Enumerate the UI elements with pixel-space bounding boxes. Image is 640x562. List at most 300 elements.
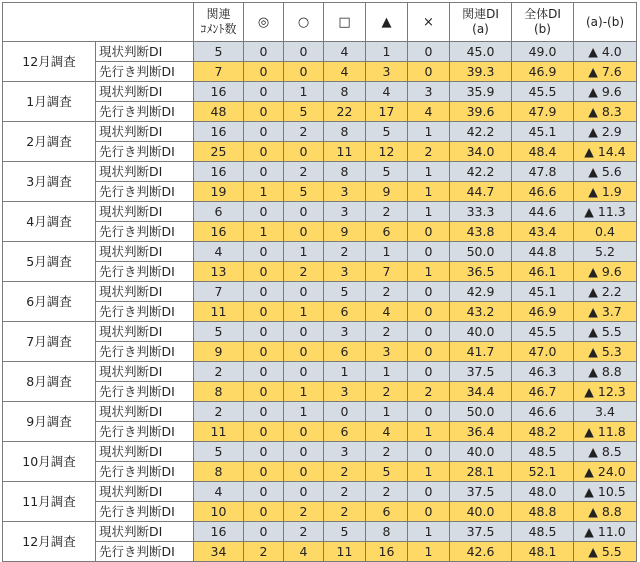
square-count: 3 bbox=[324, 182, 366, 202]
di-type-label: 先行き判断DI bbox=[96, 302, 194, 322]
square-count: 4 bbox=[324, 42, 366, 62]
double-circle-count: 0 bbox=[244, 62, 284, 82]
di-diff: ▲ 14.4 bbox=[574, 142, 637, 162]
outlook-di-row bbox=[3, 502, 637, 522]
double-circle-count: 0 bbox=[244, 42, 284, 62]
survey-month-label: 9月調査 bbox=[3, 402, 96, 442]
triangle-count: 4 bbox=[366, 82, 408, 102]
cross-count: 0 bbox=[408, 42, 450, 62]
di-type-label: 現状判断DI bbox=[96, 282, 194, 302]
cross-count: 0 bbox=[408, 362, 450, 382]
related-di: 44.7 bbox=[450, 182, 512, 202]
triangle-count: 3 bbox=[366, 62, 408, 82]
current-di-row bbox=[3, 282, 637, 302]
circle-count: 0 bbox=[284, 462, 324, 482]
double-circle-count: 0 bbox=[244, 462, 284, 482]
overall-di: 48.2 bbox=[512, 422, 574, 442]
square-count: 2 bbox=[324, 502, 366, 522]
outlook-di-row bbox=[3, 382, 637, 402]
di-diff: ▲ 9.6 bbox=[574, 82, 637, 102]
double-circle-count: 2 bbox=[244, 542, 284, 562]
di-diff: ▲ 24.0 bbox=[574, 462, 637, 482]
related-di: 42.2 bbox=[450, 162, 512, 182]
cross-count: 3 bbox=[408, 82, 450, 102]
overall-di: 46.6 bbox=[512, 182, 574, 202]
circle-count: 0 bbox=[284, 362, 324, 382]
di-type-label: 先行き判断DI bbox=[96, 102, 194, 122]
survey-month-label: 12月調査 bbox=[3, 522, 96, 562]
di-diff: ▲ 7.6 bbox=[574, 62, 637, 82]
overall-di: 52.1 bbox=[512, 462, 574, 482]
di-type-label: 現状判断DI bbox=[96, 322, 194, 342]
circle-count: 1 bbox=[284, 302, 324, 322]
related-di: 34.0 bbox=[450, 142, 512, 162]
di-diff: ▲ 9.6 bbox=[574, 262, 637, 282]
double-circle-count: 0 bbox=[244, 422, 284, 442]
triangle-count: 4 bbox=[366, 302, 408, 322]
related-di: 50.0 bbox=[450, 242, 512, 262]
header-related-di: 関連DI (a) bbox=[450, 3, 512, 42]
header-row bbox=[3, 3, 637, 42]
comment-count: 8 bbox=[194, 462, 244, 482]
overall-di: 48.1 bbox=[512, 542, 574, 562]
di-diff: ▲ 5.5 bbox=[574, 322, 637, 342]
related-di: 33.3 bbox=[450, 202, 512, 222]
comment-count: 16 bbox=[194, 122, 244, 142]
triangle-count: 2 bbox=[366, 482, 408, 502]
square-count: 6 bbox=[324, 342, 366, 362]
cross-count: 0 bbox=[408, 282, 450, 302]
comment-count: 16 bbox=[194, 82, 244, 102]
di-diff: ▲ 5.6 bbox=[574, 162, 637, 182]
survey-month-label: 8月調査 bbox=[3, 362, 96, 402]
di-type-label: 先行き判断DI bbox=[96, 262, 194, 282]
related-di: 35.9 bbox=[450, 82, 512, 102]
current-di-row bbox=[3, 442, 637, 462]
cross-count: 1 bbox=[408, 262, 450, 282]
double-circle-count: 0 bbox=[244, 302, 284, 322]
circle-count: 0 bbox=[284, 62, 324, 82]
double-circle-count: 0 bbox=[244, 262, 284, 282]
di-type-label: 現状判断DI bbox=[96, 402, 194, 422]
comment-count: 5 bbox=[194, 322, 244, 342]
overall-di: 47.9 bbox=[512, 102, 574, 122]
survey-month-label: 6月調査 bbox=[3, 282, 96, 322]
di-diff: ▲ 8.8 bbox=[574, 362, 637, 382]
cross-count: 0 bbox=[408, 62, 450, 82]
di-type-label: 先行き判断DI bbox=[96, 182, 194, 202]
di-type-label: 現状判断DI bbox=[96, 522, 194, 542]
cross-count: 0 bbox=[408, 242, 450, 262]
related-di: 39.3 bbox=[450, 62, 512, 82]
square-count: 22 bbox=[324, 102, 366, 122]
overall-di: 45.5 bbox=[512, 322, 574, 342]
current-di-row bbox=[3, 522, 637, 542]
triangle-count: 2 bbox=[366, 202, 408, 222]
comment-count: 25 bbox=[194, 142, 244, 162]
comment-count: 48 bbox=[194, 102, 244, 122]
current-di-row bbox=[3, 482, 637, 502]
comment-count: 7 bbox=[194, 62, 244, 82]
overall-di: 46.6 bbox=[512, 402, 574, 422]
outlook-di-row bbox=[3, 462, 637, 482]
related-di: 36.4 bbox=[450, 422, 512, 442]
header-double-circle: ◎ bbox=[244, 3, 284, 42]
circle-count: 2 bbox=[284, 262, 324, 282]
overall-di: 46.7 bbox=[512, 382, 574, 402]
di-type-label: 先行き判断DI bbox=[96, 142, 194, 162]
di-comparison-table bbox=[2, 2, 637, 562]
di-diff: ▲ 2.2 bbox=[574, 282, 637, 302]
overall-di: 46.9 bbox=[512, 62, 574, 82]
di-type-label: 先行き判断DI bbox=[96, 542, 194, 562]
outlook-di-row bbox=[3, 302, 637, 322]
di-type-label: 先行き判断DI bbox=[96, 222, 194, 242]
survey-month-label: 11月調査 bbox=[3, 482, 96, 522]
triangle-count: 6 bbox=[366, 502, 408, 522]
di-diff: 5.2 bbox=[574, 242, 637, 262]
cross-count: 1 bbox=[408, 462, 450, 482]
square-count: 3 bbox=[324, 382, 366, 402]
square-count: 3 bbox=[324, 202, 366, 222]
related-di: 42.6 bbox=[450, 542, 512, 562]
triangle-count: 1 bbox=[366, 362, 408, 382]
circle-count: 4 bbox=[284, 542, 324, 562]
di-type-label: 現状判断DI bbox=[96, 82, 194, 102]
di-type-label: 先行き判断DI bbox=[96, 382, 194, 402]
comment-count: 4 bbox=[194, 482, 244, 502]
current-di-row bbox=[3, 162, 637, 182]
survey-month-label: 2月調査 bbox=[3, 122, 96, 162]
comment-count: 10 bbox=[194, 502, 244, 522]
outlook-di-row bbox=[3, 422, 637, 442]
circle-count: 0 bbox=[284, 422, 324, 442]
outlook-di-row bbox=[3, 222, 637, 242]
cross-count: 1 bbox=[408, 162, 450, 182]
di-diff: ▲ 5.5 bbox=[574, 542, 637, 562]
square-count: 0 bbox=[324, 402, 366, 422]
triangle-count: 7 bbox=[366, 262, 408, 282]
comment-count: 16 bbox=[194, 522, 244, 542]
circle-count: 0 bbox=[284, 282, 324, 302]
comment-count: 16 bbox=[194, 162, 244, 182]
di-type-label: 現状判断DI bbox=[96, 442, 194, 462]
outlook-di-row bbox=[3, 102, 637, 122]
cross-count: 1 bbox=[408, 422, 450, 442]
outlook-di-row bbox=[3, 142, 637, 162]
related-di: 50.0 bbox=[450, 402, 512, 422]
di-type-label: 現状判断DI bbox=[96, 162, 194, 182]
square-count: 8 bbox=[324, 162, 366, 182]
cross-count: 2 bbox=[408, 382, 450, 402]
header-diff: (a)-(b) bbox=[574, 3, 637, 42]
di-type-label: 先行き判断DI bbox=[96, 462, 194, 482]
di-diff: ▲ 4.0 bbox=[574, 42, 637, 62]
square-count: 11 bbox=[324, 142, 366, 162]
comment-count: 7 bbox=[194, 282, 244, 302]
triangle-count: 2 bbox=[366, 442, 408, 462]
overall-di: 45.5 bbox=[512, 82, 574, 102]
circle-count: 0 bbox=[284, 442, 324, 462]
header-triangle: ▲ bbox=[366, 3, 408, 42]
cross-count: 0 bbox=[408, 502, 450, 522]
comment-count: 2 bbox=[194, 402, 244, 422]
overall-di: 47.0 bbox=[512, 342, 574, 362]
square-count: 4 bbox=[324, 62, 366, 82]
comment-count: 6 bbox=[194, 202, 244, 222]
circle-count: 2 bbox=[284, 502, 324, 522]
header-comment-count: 関連 ｺﾒﾝﾄ数 bbox=[194, 3, 244, 42]
cross-count: 1 bbox=[408, 522, 450, 542]
square-count: 3 bbox=[324, 262, 366, 282]
overall-di: 44.8 bbox=[512, 242, 574, 262]
square-count: 2 bbox=[324, 482, 366, 502]
circle-count: 5 bbox=[284, 182, 324, 202]
survey-month-label: 7月調査 bbox=[3, 322, 96, 362]
current-di-row bbox=[3, 402, 637, 422]
related-di: 40.0 bbox=[450, 442, 512, 462]
triangle-count: 1 bbox=[366, 402, 408, 422]
cross-count: 2 bbox=[408, 142, 450, 162]
di-type-label: 現状判断DI bbox=[96, 242, 194, 262]
square-count: 1 bbox=[324, 362, 366, 382]
square-count: 11 bbox=[324, 542, 366, 562]
cross-count: 1 bbox=[408, 542, 450, 562]
triangle-count: 2 bbox=[366, 382, 408, 402]
comment-count: 5 bbox=[194, 442, 244, 462]
circle-count: 2 bbox=[284, 522, 324, 542]
cross-count: 0 bbox=[408, 342, 450, 362]
di-type-label: 現状判断DI bbox=[96, 362, 194, 382]
di-diff: ▲ 11.0 bbox=[574, 522, 637, 542]
circle-count: 0 bbox=[284, 142, 324, 162]
table-body bbox=[3, 42, 637, 562]
triangle-count: 17 bbox=[366, 102, 408, 122]
triangle-count: 12 bbox=[366, 142, 408, 162]
outlook-di-row bbox=[3, 262, 637, 282]
overall-di: 46.9 bbox=[512, 302, 574, 322]
double-circle-count: 0 bbox=[244, 122, 284, 142]
triangle-count: 8 bbox=[366, 522, 408, 542]
current-di-row bbox=[3, 322, 637, 342]
di-type-label: 先行き判断DI bbox=[96, 422, 194, 442]
cross-count: 0 bbox=[408, 402, 450, 422]
cross-count: 0 bbox=[408, 442, 450, 462]
di-diff: ▲ 5.3 bbox=[574, 342, 637, 362]
triangle-count: 2 bbox=[366, 282, 408, 302]
related-di: 39.6 bbox=[450, 102, 512, 122]
cross-count: 1 bbox=[408, 202, 450, 222]
double-circle-count: 0 bbox=[244, 322, 284, 342]
triangle-count: 3 bbox=[366, 342, 408, 362]
circle-count: 1 bbox=[284, 82, 324, 102]
current-di-row bbox=[3, 202, 637, 222]
header-cross: × bbox=[408, 3, 450, 42]
overall-di: 46.3 bbox=[512, 362, 574, 382]
circle-count: 2 bbox=[284, 122, 324, 142]
di-diff: ▲ 11.3 bbox=[574, 202, 637, 222]
double-circle-count: 0 bbox=[244, 482, 284, 502]
comment-count: 13 bbox=[194, 262, 244, 282]
triangle-count: 2 bbox=[366, 322, 408, 342]
di-type-label: 先行き判断DI bbox=[96, 502, 194, 522]
overall-di: 43.4 bbox=[512, 222, 574, 242]
square-count: 3 bbox=[324, 442, 366, 462]
cross-count: 1 bbox=[408, 182, 450, 202]
header-circle: ○ bbox=[284, 3, 324, 42]
comment-count: 34 bbox=[194, 542, 244, 562]
double-circle-count: 0 bbox=[244, 282, 284, 302]
header-overall-di: 全体DI (b) bbox=[512, 3, 574, 42]
double-circle-count: 0 bbox=[244, 362, 284, 382]
double-circle-count: 0 bbox=[244, 242, 284, 262]
di-type-label: 現状判断DI bbox=[96, 122, 194, 142]
comment-count: 11 bbox=[194, 302, 244, 322]
outlook-di-row bbox=[3, 182, 637, 202]
square-count: 6 bbox=[324, 302, 366, 322]
comment-count: 19 bbox=[194, 182, 244, 202]
di-diff: ▲ 8.8 bbox=[574, 502, 637, 522]
overall-di: 45.1 bbox=[512, 122, 574, 142]
survey-month-label: 5月調査 bbox=[3, 242, 96, 282]
comment-count: 4 bbox=[194, 242, 244, 262]
di-diff: ▲ 8.3 bbox=[574, 102, 637, 122]
survey-month-label: 12月調査 bbox=[3, 42, 96, 82]
di-diff: 0.4 bbox=[574, 222, 637, 242]
cross-count: 0 bbox=[408, 322, 450, 342]
circle-count: 0 bbox=[284, 482, 324, 502]
cross-count: 1 bbox=[408, 122, 450, 142]
di-diff: ▲ 2.9 bbox=[574, 122, 637, 142]
square-count: 3 bbox=[324, 322, 366, 342]
circle-count: 0 bbox=[284, 202, 324, 222]
double-circle-count: 0 bbox=[244, 442, 284, 462]
double-circle-count: 0 bbox=[244, 82, 284, 102]
related-di: 41.7 bbox=[450, 342, 512, 362]
double-circle-count: 0 bbox=[244, 402, 284, 422]
triangle-count: 5 bbox=[366, 122, 408, 142]
circle-count: 0 bbox=[284, 342, 324, 362]
circle-count: 1 bbox=[284, 242, 324, 262]
di-type-label: 先行き判断DI bbox=[96, 342, 194, 362]
survey-month-label: 4月調査 bbox=[3, 202, 96, 242]
double-circle-count: 0 bbox=[244, 522, 284, 542]
di-diff: ▲ 1.9 bbox=[574, 182, 637, 202]
current-di-row bbox=[3, 42, 637, 62]
di-diff: ▲ 10.5 bbox=[574, 482, 637, 502]
di-diff: ▲ 11.8 bbox=[574, 422, 637, 442]
double-circle-count: 0 bbox=[244, 502, 284, 522]
triangle-count: 5 bbox=[366, 462, 408, 482]
di-diff: 3.4 bbox=[574, 402, 637, 422]
current-di-row bbox=[3, 82, 637, 102]
square-count: 2 bbox=[324, 462, 366, 482]
di-type-label: 現状判断DI bbox=[96, 42, 194, 62]
square-count: 5 bbox=[324, 282, 366, 302]
square-count: 9 bbox=[324, 222, 366, 242]
square-count: 8 bbox=[324, 122, 366, 142]
related-di: 45.0 bbox=[450, 42, 512, 62]
double-circle-count: 1 bbox=[244, 222, 284, 242]
overall-di: 48.0 bbox=[512, 482, 574, 502]
triangle-count: 9 bbox=[366, 182, 408, 202]
comment-count: 5 bbox=[194, 42, 244, 62]
circle-count: 1 bbox=[284, 402, 324, 422]
circle-count: 1 bbox=[284, 382, 324, 402]
circle-count: 0 bbox=[284, 322, 324, 342]
outlook-di-row bbox=[3, 62, 637, 82]
circle-count: 5 bbox=[284, 102, 324, 122]
di-diff: ▲ 3.7 bbox=[574, 302, 637, 322]
related-di: 42.2 bbox=[450, 122, 512, 142]
overall-di: 48.5 bbox=[512, 442, 574, 462]
comment-count: 2 bbox=[194, 362, 244, 382]
outlook-di-row bbox=[3, 542, 637, 562]
square-count: 5 bbox=[324, 522, 366, 542]
comment-count: 11 bbox=[194, 422, 244, 442]
triangle-count: 16 bbox=[366, 542, 408, 562]
di-type-label: 現状判断DI bbox=[96, 202, 194, 222]
triangle-count: 4 bbox=[366, 422, 408, 442]
related-di: 34.4 bbox=[450, 382, 512, 402]
comment-count: 9 bbox=[194, 342, 244, 362]
cross-count: 4 bbox=[408, 102, 450, 122]
triangle-count: 6 bbox=[366, 222, 408, 242]
double-circle-count: 0 bbox=[244, 102, 284, 122]
header-square: □ bbox=[324, 3, 366, 42]
square-count: 8 bbox=[324, 82, 366, 102]
cross-count: 0 bbox=[408, 222, 450, 242]
overall-di: 48.5 bbox=[512, 522, 574, 542]
double-circle-count: 0 bbox=[244, 162, 284, 182]
cross-count: 0 bbox=[408, 302, 450, 322]
di-diff: ▲ 8.5 bbox=[574, 442, 637, 462]
comment-count: 8 bbox=[194, 382, 244, 402]
related-di: 43.2 bbox=[450, 302, 512, 322]
double-circle-count: 1 bbox=[244, 182, 284, 202]
related-di: 37.5 bbox=[450, 362, 512, 382]
di-type-label: 現状判断DI bbox=[96, 482, 194, 502]
overall-di: 48.8 bbox=[512, 502, 574, 522]
double-circle-count: 0 bbox=[244, 342, 284, 362]
di-type-label: 先行き判断DI bbox=[96, 62, 194, 82]
survey-month-label: 1月調査 bbox=[3, 82, 96, 122]
circle-count: 0 bbox=[284, 42, 324, 62]
related-di: 37.5 bbox=[450, 482, 512, 502]
overall-di: 44.6 bbox=[512, 202, 574, 222]
header-blank bbox=[3, 3, 194, 42]
circle-count: 2 bbox=[284, 162, 324, 182]
overall-di: 47.8 bbox=[512, 162, 574, 182]
circle-count: 0 bbox=[284, 222, 324, 242]
related-di: 42.9 bbox=[450, 282, 512, 302]
di-diff: ▲ 12.3 bbox=[574, 382, 637, 402]
overall-di: 49.0 bbox=[512, 42, 574, 62]
related-di: 37.5 bbox=[450, 522, 512, 542]
square-count: 2 bbox=[324, 242, 366, 262]
double-circle-count: 0 bbox=[244, 382, 284, 402]
overall-di: 48.4 bbox=[512, 142, 574, 162]
current-di-row bbox=[3, 242, 637, 262]
double-circle-count: 0 bbox=[244, 142, 284, 162]
survey-month-label: 10月調査 bbox=[3, 442, 96, 482]
overall-di: 45.1 bbox=[512, 282, 574, 302]
double-circle-count: 0 bbox=[244, 202, 284, 222]
related-di: 28.1 bbox=[450, 462, 512, 482]
triangle-count: 1 bbox=[366, 242, 408, 262]
survey-month-label: 3月調査 bbox=[3, 162, 96, 202]
related-di: 40.0 bbox=[450, 322, 512, 342]
